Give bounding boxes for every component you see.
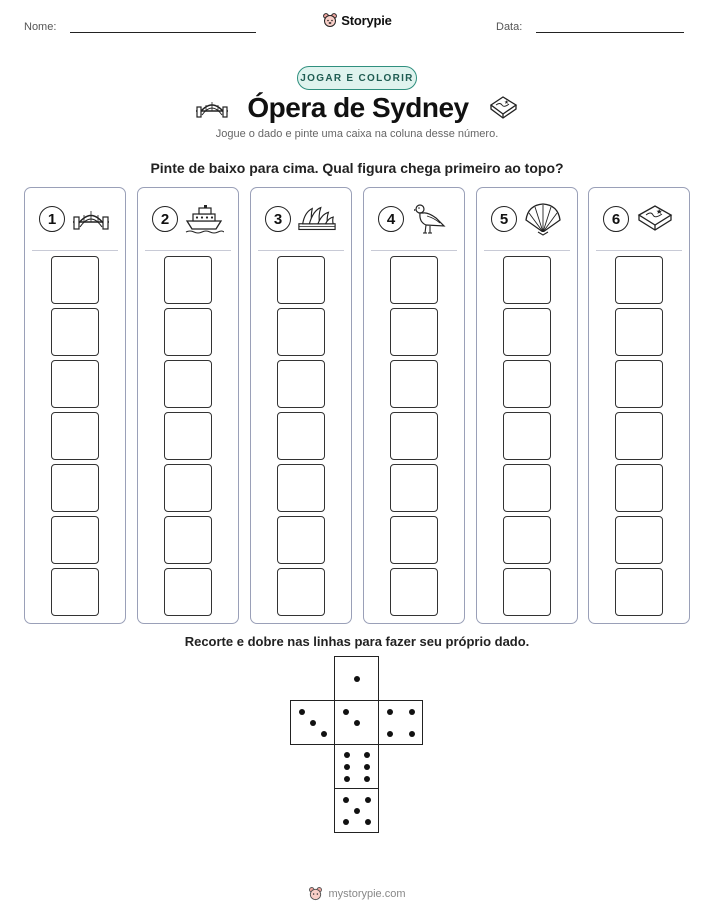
storypie-mascot-icon (322, 12, 338, 28)
harbour-bridge-icon (195, 97, 229, 119)
die-pip (310, 720, 316, 726)
die-pip (364, 764, 370, 770)
column-2 (137, 187, 239, 624)
die-face-1 (334, 656, 379, 701)
subtitle: Jogue o dado e pinte uma caixa na coluna desse número. (215, 128, 499, 140)
die-pip (365, 819, 371, 825)
column-6 (588, 187, 690, 624)
footer (0, 886, 714, 901)
die-pip (344, 776, 350, 782)
die-pip (344, 752, 350, 758)
harbour-bridge-icon (71, 202, 111, 236)
seashell-icon (523, 202, 563, 236)
column-header (364, 202, 464, 236)
color-box[interactable] (503, 464, 551, 512)
column-3 (250, 187, 352, 624)
die-face-4 (378, 700, 423, 745)
die-pip (343, 797, 349, 803)
seagull-icon (410, 202, 450, 236)
column-divider (484, 250, 570, 251)
color-box[interactable] (51, 308, 99, 356)
column-divider (32, 250, 118, 251)
color-box[interactable] (390, 568, 438, 616)
color-box[interactable] (51, 464, 99, 512)
color-box[interactable] (390, 412, 438, 460)
footer-url[interactable]: mystorypie.com (328, 887, 406, 900)
instruction-text: Pinte de baixo para cima. Qual figura chega primeiro ao topo? (150, 160, 564, 176)
color-box[interactable] (390, 308, 438, 356)
color-box[interactable] (51, 412, 99, 460)
map-icon (487, 95, 519, 121)
map-icon (635, 202, 675, 236)
date-label: Data: (496, 20, 523, 33)
cutout-instruction: Recorte e dobre nas linhas para fazer seu próprio dado. (184, 634, 530, 649)
date-line (536, 32, 684, 33)
die-pip (343, 709, 349, 715)
die-pip (321, 731, 327, 737)
column-1 (24, 187, 126, 624)
column-number: 4 (378, 206, 404, 232)
color-box[interactable] (615, 412, 663, 460)
column-4 (363, 187, 465, 624)
column-divider (258, 250, 344, 251)
column-divider (145, 250, 231, 251)
column-header (589, 202, 689, 236)
color-box[interactable] (277, 464, 325, 512)
color-box[interactable] (615, 360, 663, 408)
color-box[interactable] (390, 464, 438, 512)
die-face-6 (334, 744, 379, 789)
color-box[interactable] (164, 516, 212, 564)
die-pip (354, 676, 360, 682)
color-box[interactable] (503, 308, 551, 356)
color-box[interactable] (615, 308, 663, 356)
die-pip (387, 709, 393, 715)
color-box[interactable] (615, 256, 663, 304)
title-row (0, 88, 714, 128)
column-number: 1 (39, 206, 65, 232)
column-number: 5 (491, 206, 517, 232)
page-title: Ópera de Sydney (247, 92, 469, 123)
date-field[interactable] (496, 20, 684, 33)
color-box[interactable] (164, 256, 212, 304)
color-box[interactable] (277, 412, 325, 460)
ferry-boat-icon (184, 202, 224, 236)
color-box[interactable] (277, 360, 325, 408)
color-box[interactable] (615, 464, 663, 512)
color-box[interactable] (615, 516, 663, 564)
color-box[interactable] (164, 412, 212, 460)
color-box[interactable] (277, 308, 325, 356)
die-pip (364, 776, 370, 782)
die-pip (409, 731, 415, 737)
die-pip (364, 752, 370, 758)
color-box[interactable] (164, 360, 212, 408)
column-header (477, 202, 577, 236)
column-number: 2 (152, 206, 178, 232)
name-label: Nome: (24, 20, 57, 33)
column-5 (476, 187, 578, 624)
color-box[interactable] (277, 256, 325, 304)
color-box[interactable] (164, 464, 212, 512)
color-box[interactable] (51, 256, 99, 304)
column-header (138, 202, 238, 236)
color-box[interactable] (503, 256, 551, 304)
name-line (70, 32, 256, 33)
die-pip (299, 709, 305, 715)
category-badge: JOGAR E COLORIR (297, 66, 417, 90)
color-box[interactable] (390, 360, 438, 408)
column-header (25, 202, 125, 236)
column-number: 6 (603, 206, 629, 232)
die-pip (409, 709, 415, 715)
die-pip (354, 720, 360, 726)
color-box[interactable] (277, 516, 325, 564)
storypie-mascot-icon (308, 886, 323, 901)
die-pip (344, 764, 350, 770)
column-number: 3 (265, 206, 291, 232)
color-box[interactable] (503, 412, 551, 460)
die-pip (365, 797, 371, 803)
color-box[interactable] (277, 568, 325, 616)
color-box[interactable] (164, 568, 212, 616)
opera-house-icon (297, 202, 337, 236)
die-pip (354, 808, 360, 814)
die-face-3 (290, 700, 335, 745)
die-pip (387, 731, 393, 737)
die-face-2 (334, 700, 379, 745)
column-divider (371, 250, 457, 251)
color-box[interactable] (503, 360, 551, 408)
die-face-5 (334, 788, 379, 833)
brand-name: Storypie (341, 12, 392, 28)
color-box[interactable] (503, 516, 551, 564)
color-box[interactable] (390, 516, 438, 564)
color-box[interactable] (51, 516, 99, 564)
die-pip (343, 819, 349, 825)
color-box[interactable] (164, 308, 212, 356)
color-box[interactable] (390, 256, 438, 304)
column-header (251, 202, 351, 236)
color-box[interactable] (615, 568, 663, 616)
color-box[interactable] (503, 568, 551, 616)
color-box[interactable] (51, 360, 99, 408)
color-box[interactable] (51, 568, 99, 616)
die-net (290, 656, 424, 834)
column-divider (596, 250, 682, 251)
